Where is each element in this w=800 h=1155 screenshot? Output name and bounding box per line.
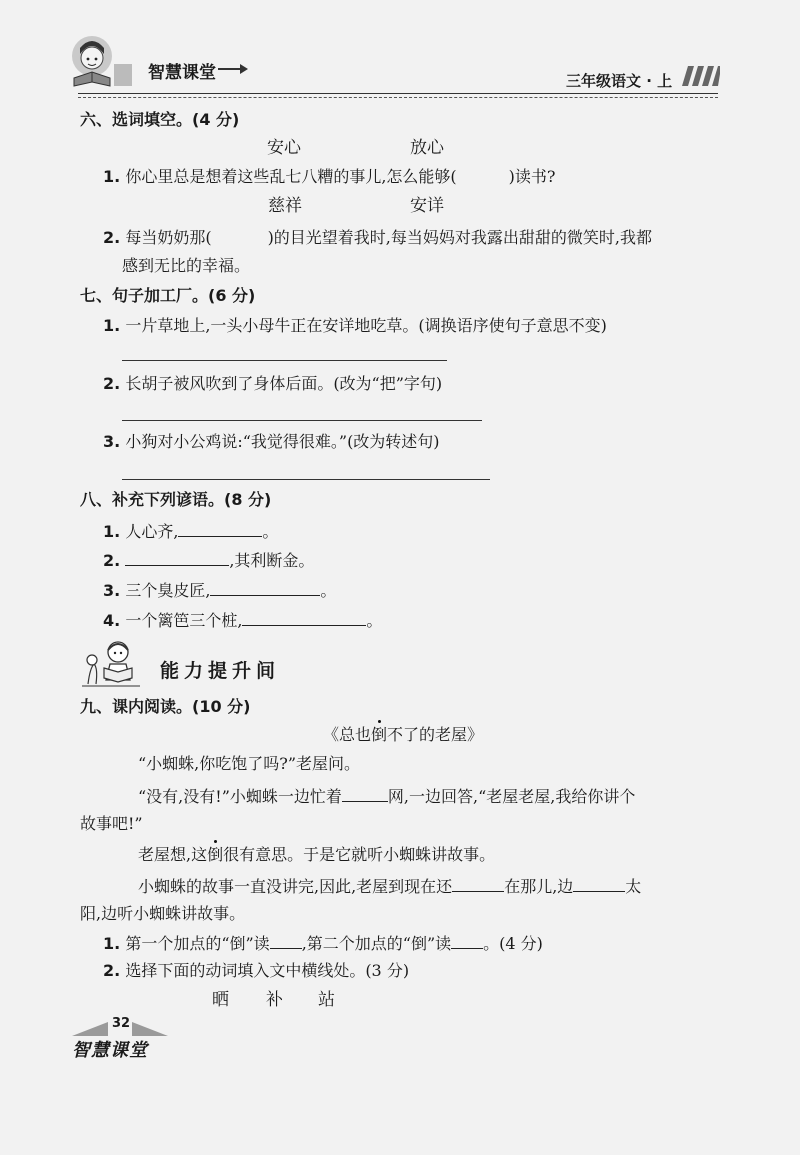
paragraph-text: 太 [625, 877, 642, 896]
paragraph-text: “没有,没有!”小蜘蛛一边忙着 [138, 787, 342, 806]
paragraph-text: 网,一边回答,“老屋老屋,我给你讲个 [387, 787, 636, 806]
item-text: ,其利断金。 [229, 551, 315, 570]
q8-item-1 [103, 520, 278, 542]
answer-line[interactable] [122, 420, 482, 421]
child-reading-icon [80, 638, 142, 688]
item-number: 1. [103, 934, 121, 953]
footer-brand: 智慧课堂 [72, 1040, 148, 1061]
header-rule [78, 93, 718, 94]
verb-option: 站 [318, 990, 335, 1010]
item-text: 。 [366, 611, 383, 630]
q9-sub-2 [103, 961, 409, 981]
paragraph-text: 老屋想,这 [138, 845, 208, 864]
q7-item-3 [103, 432, 440, 452]
paragraph-text: 很有意思。于是它就听小蜘蛛讲故事。 [223, 845, 496, 864]
section-9-title: 九、课内阅读。(10 分) [80, 697, 251, 716]
girl-reading-logo-icon [60, 34, 136, 90]
story-title-text: 不了的老屋》 [387, 725, 484, 744]
verb-option: 补 [266, 990, 283, 1010]
item-number: 3. [103, 432, 121, 451]
answer-blank[interactable] [451, 932, 483, 949]
q7-item-2 [103, 374, 442, 394]
paragraph-text: 小蜘蛛的故事一直没讲完,因此,老屋到现在还 [138, 877, 453, 896]
story-title [323, 725, 483, 745]
paragraph-text: 在那儿,边 [504, 877, 574, 896]
item-text: 人心齐, [125, 522, 179, 541]
item-text: 。(4 分) [483, 934, 543, 953]
item-text: 。 [262, 522, 279, 541]
item-text: 三个臭皮匠, [125, 581, 211, 600]
item-number: 2. [103, 961, 121, 980]
word-option: 慈祥 [268, 196, 302, 216]
stripes-icon [676, 66, 720, 86]
header-dashed-rule [78, 97, 718, 98]
item-number: 2. [103, 374, 121, 393]
story-paragraph-4 [138, 875, 641, 897]
word-option: 安详 [410, 196, 444, 216]
answer-blank[interactable] [178, 520, 262, 537]
item-text: )的目光望着我时,每当妈妈对我露出甜甜的微笑时,我都 [267, 228, 652, 247]
item-text: 长胡子被风吹到了身体后面。(改为“把”字句) [125, 374, 443, 393]
answer-line[interactable] [122, 479, 490, 480]
word-option: 安心 [267, 138, 301, 158]
q6-item-2 [103, 228, 652, 248]
answer-blank[interactable] [270, 932, 302, 949]
ability-section-title: 能力提升间 [160, 660, 281, 682]
item-number: 4. [103, 611, 121, 630]
verb-option: 晒 [212, 990, 229, 1010]
answer-line[interactable] [122, 360, 447, 361]
story-paragraph-1: “小蜘蛛,你吃饱了吗?”老屋问。 [138, 754, 361, 773]
item-text: 选择下面的动词填入文中横线处。(3 分) [125, 961, 410, 980]
q6-item-1 [103, 167, 555, 187]
word-option: 放心 [410, 138, 444, 158]
header-brand: 智慧课堂 [148, 63, 216, 83]
item-text: )读书? [508, 167, 556, 186]
section-8-title: 八、补充下列谚语。(8 分) [80, 490, 272, 509]
item-number: 1. [103, 522, 121, 541]
item-text: 第一个加点的“倒”读 [125, 934, 270, 953]
q8-item-2 [103, 549, 314, 571]
story-paragraph-3 [138, 845, 495, 865]
item-text: 。 [320, 581, 337, 600]
section-7-title: 七、句子加工厂。(6 分) [80, 286, 256, 305]
item-number: 2. [103, 228, 121, 247]
story-paragraph-4-continued: 阳,边听小蜘蛛讲故事。 [80, 904, 246, 923]
answer-blank[interactable] [452, 875, 504, 892]
answer-blank[interactable] [342, 785, 388, 802]
answer-blank[interactable] [125, 549, 229, 566]
q7-item-1 [103, 316, 607, 336]
item-number: 3. [103, 581, 121, 600]
answer-blank[interactable] [573, 875, 625, 892]
item-text: 每当奶奶那( [125, 228, 212, 247]
item-text: 一个篱笆三个桩, [125, 611, 243, 630]
section-6-title: 六、选词填空。(4 分) [80, 110, 240, 129]
answer-blank[interactable] [210, 579, 320, 596]
header-book-label: 三年级语文 · 上 [566, 72, 673, 90]
q9-sub-1 [103, 932, 543, 954]
item-number: 2. [103, 551, 121, 570]
answer-blank[interactable] [242, 609, 366, 626]
item-text: 一片草地上,一头小母牛正在安详地吃草。(调换语序使句子意思不变) [125, 316, 607, 335]
arrow-icon [218, 62, 248, 76]
story-paragraph-2 [138, 785, 635, 807]
q8-item-3 [103, 579, 336, 601]
q6-item-2-continued: 感到无比的幸福。 [122, 256, 251, 275]
dotted-character: 倒 [207, 845, 224, 864]
item-number: 1. [103, 316, 121, 335]
page-number: 32 [112, 1016, 131, 1031]
story-title-text: 《总也 [323, 725, 372, 744]
item-text: 小狗对小公鸡说:“我觉得很难。”(改为转述句) [125, 432, 440, 451]
item-number: 1. [103, 167, 121, 186]
item-text: ,第二个加点的“倒”读 [301, 934, 452, 953]
story-paragraph-2-continued: 故事吧!” [80, 814, 143, 833]
item-text: 你心里总是想着这些乱七八糟的事儿,怎么能够( [125, 167, 457, 186]
q8-item-4 [103, 609, 382, 631]
dotted-character: 倒 [371, 725, 388, 744]
